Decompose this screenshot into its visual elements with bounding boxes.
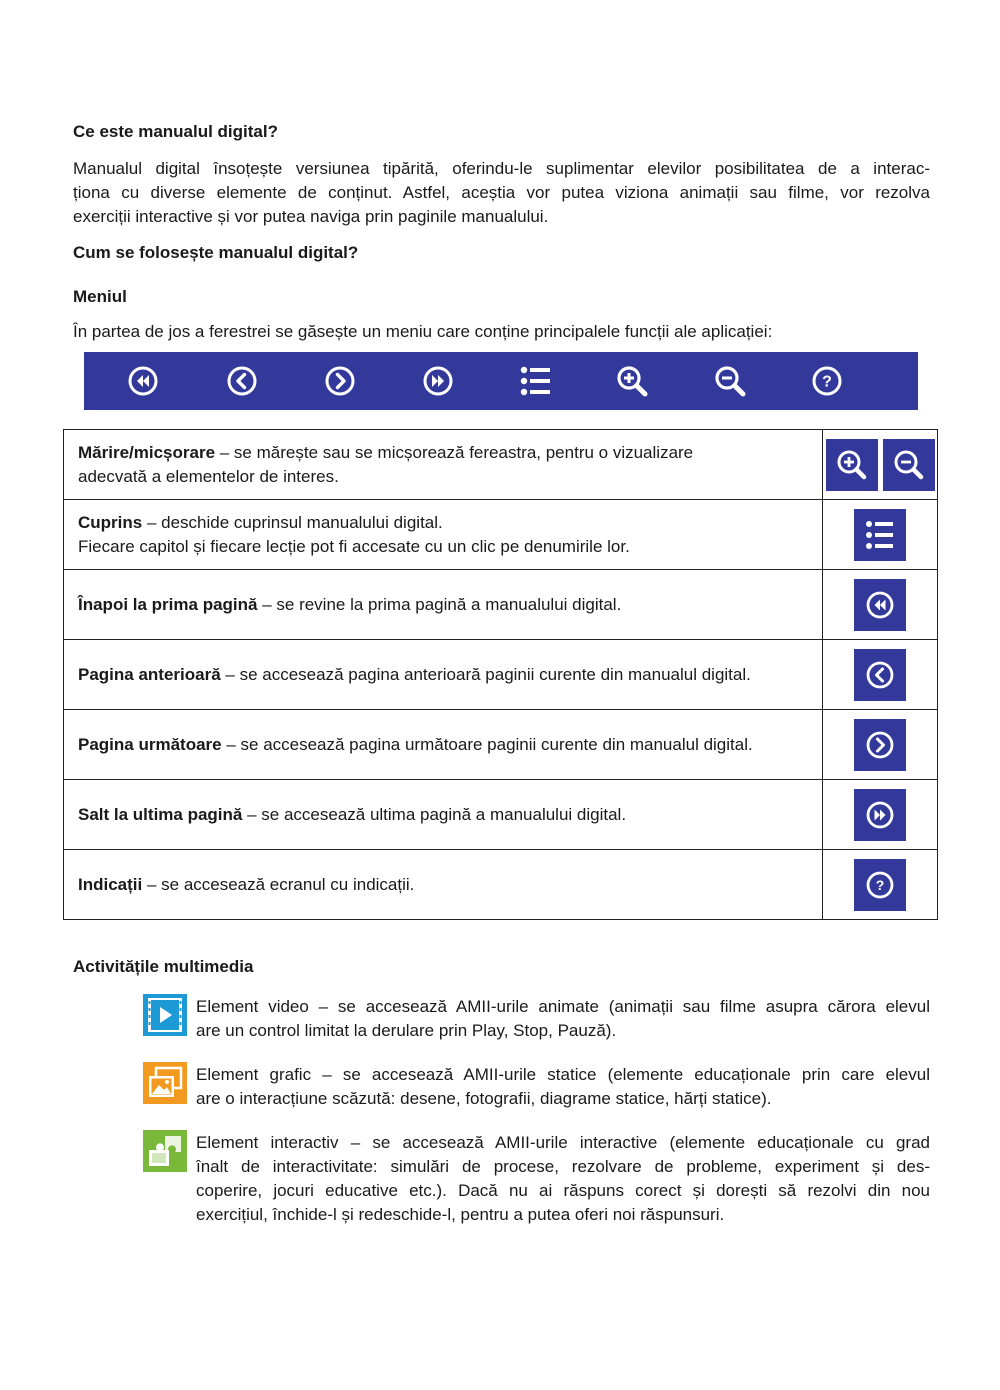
contents-list-icon[interactable] bbox=[519, 365, 551, 397]
row-text: adecvată a elementelor de interes. bbox=[78, 466, 339, 486]
row-text: – se accesează pagina anterioară paginii curente din manualul digital. bbox=[220, 664, 751, 684]
previous-page-button[interactable] bbox=[854, 649, 906, 701]
contents-button[interactable] bbox=[854, 509, 906, 561]
table-row bbox=[64, 500, 938, 570]
row-icon-cell bbox=[823, 570, 938, 640]
text-line: Element video – se accesează AMII-urile animate (animații sau filme asupra cărora elevul bbox=[196, 997, 930, 1016]
table-row bbox=[64, 780, 938, 850]
row-description bbox=[64, 710, 823, 780]
row-text: – se accesează pagina următoare paginii curente din manualul digital. bbox=[221, 734, 753, 754]
intro-line: exerciții interactive și vor putea naviga prin paginile manualului. bbox=[73, 207, 549, 226]
table-row bbox=[64, 850, 938, 920]
table-row bbox=[64, 570, 938, 640]
last-page-icon bbox=[854, 789, 906, 841]
row-icon-cell bbox=[823, 500, 938, 570]
row-description bbox=[64, 570, 823, 640]
help-icon bbox=[854, 859, 906, 911]
row-description bbox=[64, 500, 823, 570]
intro-line: ționa cu diverse elemente de conținut. Astfel, aceștia vor putea viziona animații sau filme, vor rezolva bbox=[73, 183, 930, 202]
next-page-icon bbox=[854, 719, 906, 771]
text-line: înalt de interactivitate: simulări de procese, rezolvare de probleme, experiment și des- bbox=[196, 1157, 930, 1176]
row-text: – deschide cuprinsul manualului digital. bbox=[142, 512, 443, 532]
graphic-element-description bbox=[196, 1063, 930, 1111]
table-row bbox=[64, 430, 938, 500]
table-row bbox=[64, 640, 938, 710]
row-text: Fiecare capitol și fiecare lecție pot fi accesate cu un clic pe denumirile lor. bbox=[78, 536, 630, 556]
row-text: – se accesează ultima pagină a manualului digital. bbox=[242, 804, 627, 824]
video-element-icon bbox=[143, 994, 187, 1036]
zoom-out-icon[interactable] bbox=[714, 365, 746, 397]
row-text: – se mărește sau se micșorează fereastra, pentru o vizualizare bbox=[215, 442, 694, 462]
zoom-out-button[interactable] bbox=[883, 439, 935, 491]
zoom-out-icon bbox=[883, 439, 935, 491]
row-term: Pagina următoare bbox=[78, 734, 222, 754]
help-button[interactable] bbox=[854, 859, 906, 911]
row-description bbox=[64, 780, 823, 850]
zoom-in-icon bbox=[826, 439, 878, 491]
functions-table bbox=[63, 429, 938, 920]
first-page-icon[interactable] bbox=[127, 365, 159, 397]
first-page-icon bbox=[854, 579, 906, 631]
help-icon[interactable] bbox=[811, 365, 843, 397]
row-text: – se accesează ecranul cu indicații. bbox=[142, 874, 415, 894]
zoom-in-icon[interactable] bbox=[616, 365, 648, 397]
heading-what-is: Ce este manualul digital? bbox=[73, 122, 278, 141]
row-term: Mărire/micșorare bbox=[78, 442, 216, 462]
row-term: Pagina anterioară bbox=[78, 664, 221, 684]
text-line: are un control limitat la derulare prin Play, Stop, Pauză). bbox=[196, 1021, 617, 1040]
next-page-button[interactable] bbox=[854, 719, 906, 771]
row-term: Înapoi la prima pagină bbox=[78, 594, 258, 614]
row-text: – se revine la prima pagină a manualului digital. bbox=[257, 594, 622, 614]
row-description bbox=[64, 640, 823, 710]
last-page-icon[interactable] bbox=[422, 365, 454, 397]
menu-bar bbox=[84, 352, 918, 410]
row-icon-cell bbox=[823, 850, 938, 920]
svg-text:?: ? bbox=[822, 373, 832, 391]
row-description bbox=[64, 850, 823, 920]
row-icon-cell bbox=[823, 710, 938, 780]
heading-menu: Meniul bbox=[73, 287, 127, 306]
previous-page-icon bbox=[854, 649, 906, 701]
graphic-element-icon bbox=[143, 1062, 187, 1104]
svg-text:?: ? bbox=[875, 876, 885, 893]
video-element-description bbox=[196, 995, 930, 1043]
text-line: are o interacțiune scăzută: desene, fotografii, diagrame statice, hărți statice). bbox=[196, 1089, 772, 1108]
heading-how-to-use: Cum se folosește manualul digital? bbox=[73, 243, 359, 262]
contents-list-icon bbox=[854, 509, 906, 561]
row-term: Cuprins bbox=[78, 512, 143, 532]
row-description bbox=[64, 430, 823, 500]
text-line: coperire, jocuri educative etc.). Dacă nu ai răspuns corect și dorești să rezolvi din nou bbox=[196, 1181, 930, 1200]
menu-intro: În partea de jos a ferestrei se găsește un meniu care conține principalele funcții ale aplicației: bbox=[73, 322, 773, 341]
interactive-element-icon bbox=[143, 1130, 187, 1172]
next-page-icon[interactable] bbox=[324, 365, 356, 397]
row-icon-cell bbox=[823, 430, 938, 500]
intro-paragraph bbox=[73, 157, 930, 229]
row-term: Indicații bbox=[78, 874, 143, 894]
intro-line: Manualul digital însoțește versiunea tipărită, oferindu-le suplimentar elevilor posibilitatea de a interac- bbox=[73, 159, 930, 178]
text-line: Element grafic – se accesează AMII-urile statice (elemente educaționale prin care elevul bbox=[196, 1065, 930, 1084]
last-page-button[interactable] bbox=[854, 789, 906, 841]
text-line: exercițiul, închide-l și redeschide-l, pentru a putea oferi noi răspunsuri. bbox=[196, 1205, 725, 1224]
row-icon-cell bbox=[823, 780, 938, 850]
text-line: Element interactiv – se accesează AMII-urile interactive (elemente educaționale cu grad bbox=[196, 1133, 930, 1152]
row-term: Salt la ultima pagină bbox=[78, 804, 243, 824]
previous-page-icon[interactable] bbox=[226, 365, 258, 397]
table-row bbox=[64, 710, 938, 780]
zoom-in-button[interactable] bbox=[826, 439, 878, 491]
first-page-button[interactable] bbox=[854, 579, 906, 631]
row-icon-cell bbox=[823, 640, 938, 710]
heading-multimedia: Activitățile multimedia bbox=[73, 957, 254, 976]
interactive-element-description bbox=[196, 1131, 930, 1227]
